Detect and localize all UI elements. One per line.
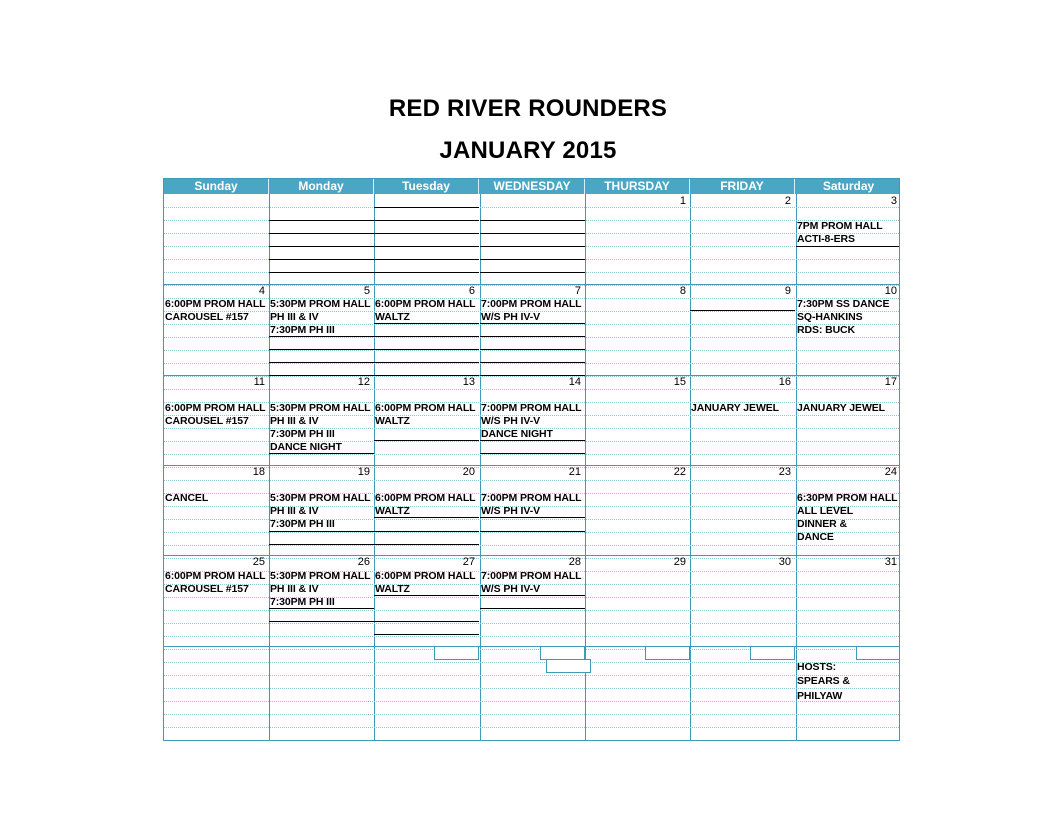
day-number: 21 xyxy=(568,466,581,478)
day-header-row xyxy=(164,179,900,194)
day-number: 23 xyxy=(778,466,791,478)
cell-underline xyxy=(796,246,900,247)
row-line xyxy=(164,688,900,689)
cell-underline xyxy=(374,349,479,350)
row-line xyxy=(164,610,900,611)
cell-underline xyxy=(480,336,585,337)
event-line: WALTZ xyxy=(375,311,410,323)
day-number: 20 xyxy=(462,466,475,478)
event-line: 5:30PM PROM HALL xyxy=(270,402,371,414)
event-line: CAROUSEL #157 xyxy=(165,415,249,427)
cell-underline xyxy=(480,453,585,454)
event-line: PH III & IV xyxy=(270,415,319,427)
day-number: 10 xyxy=(884,285,897,297)
notes-box xyxy=(856,646,900,660)
cell-underline xyxy=(374,362,479,363)
cell-underline xyxy=(480,259,585,260)
day-number: 7 xyxy=(574,285,581,297)
cell-underline xyxy=(374,259,479,260)
header-tuesday: Tuesday xyxy=(374,179,479,194)
day-number: 29 xyxy=(673,556,686,568)
event-line: 6:00PM PROM HALL xyxy=(165,402,266,414)
cell-underline xyxy=(690,310,795,311)
row-line xyxy=(164,623,900,624)
notes-box xyxy=(434,646,479,660)
day-number: 30 xyxy=(778,556,791,568)
day-number: 8 xyxy=(679,285,686,297)
event-line: ACTI-8-ERS xyxy=(797,233,855,245)
event-line: 7:00PM PROM HALL xyxy=(481,492,582,504)
event-line: 6:00PM PROM HALL xyxy=(375,570,476,582)
cell-underline xyxy=(374,272,479,273)
day-number: 17 xyxy=(884,376,897,388)
event-line: 5:30PM PROM HALL xyxy=(270,570,371,582)
hosts-note: PHILYAW xyxy=(797,690,843,702)
notes-box xyxy=(540,646,585,660)
row-line xyxy=(164,454,900,455)
event-line: 6:30PM PROM HALL xyxy=(797,492,898,504)
row-line xyxy=(164,636,900,637)
cell-underline xyxy=(374,336,479,337)
cell-underline xyxy=(374,544,479,545)
day-number: 9 xyxy=(784,285,791,297)
calendar-month: JANUARY 2015 xyxy=(439,137,617,164)
cell-underline xyxy=(269,544,374,545)
event-line: 7:30PM PH III xyxy=(270,596,335,608)
row-line xyxy=(164,207,900,208)
cell-underline xyxy=(480,272,585,273)
row-line xyxy=(164,727,900,728)
hosts-note: SPEARS & xyxy=(797,675,850,687)
cell-underline xyxy=(269,246,374,247)
event-line: CANCEL xyxy=(165,492,209,504)
day-number: 25 xyxy=(252,556,265,568)
row-line xyxy=(164,662,900,663)
day-number: 13 xyxy=(462,376,475,388)
header-monday: Monday xyxy=(269,179,374,194)
event-line: ALL LEVEL xyxy=(797,505,854,517)
event-line: DINNER & xyxy=(797,518,847,530)
cell-underline xyxy=(269,531,374,532)
cell-underline xyxy=(374,621,479,622)
day-number: 28 xyxy=(568,556,581,568)
cell-underline xyxy=(269,349,374,350)
event-line: 7:30PM PH III xyxy=(270,324,335,336)
day-number: 3 xyxy=(890,195,897,207)
cell-underline xyxy=(269,621,374,622)
day-number: 5 xyxy=(363,285,370,297)
event-line: 7:30PM SS DANCE xyxy=(797,298,890,310)
event-line: PH III & IV xyxy=(270,311,319,323)
cell-underline xyxy=(374,531,479,532)
cell-underline xyxy=(480,440,585,441)
day-number: 24 xyxy=(884,466,897,478)
cell-underline xyxy=(374,323,479,324)
event-line: 6:00PM PROM HALL xyxy=(375,298,476,310)
day-number: 26 xyxy=(357,556,370,568)
event-line: DANCE xyxy=(797,531,834,543)
cell-underline xyxy=(374,233,479,234)
event-line: DANCE NIGHT xyxy=(481,428,553,440)
hosts-note: HOSTS: xyxy=(797,661,837,673)
cell-underline xyxy=(374,207,479,208)
cell-underline xyxy=(269,259,374,260)
cell-underline xyxy=(269,453,374,454)
event-line: DANCE NIGHT xyxy=(270,441,342,453)
event-line: WALTZ xyxy=(375,583,410,595)
header-thursday: THURSDAY xyxy=(585,179,690,194)
event-line: CAROUSEL #157 xyxy=(165,311,249,323)
day-number: 1 xyxy=(679,195,686,207)
row-line xyxy=(164,350,900,351)
cell-underline xyxy=(480,349,585,350)
event-line: PH III & IV xyxy=(270,505,319,517)
header-wednesday: WEDNESDAY xyxy=(480,179,585,194)
header-saturday: Saturday xyxy=(822,179,875,193)
cell-underline xyxy=(480,246,585,247)
notes-box xyxy=(546,659,591,673)
day-number: 27 xyxy=(462,556,475,568)
event-line: SQ-HANKINS xyxy=(797,311,863,323)
event-line: 5:30PM PROM HALL xyxy=(270,298,371,310)
cell-underline xyxy=(374,246,479,247)
row-line xyxy=(164,701,900,702)
event-line: 7PM PROM HALL xyxy=(797,220,883,232)
day-number: 4 xyxy=(258,285,265,297)
event-line: 6:00PM PROM HALL xyxy=(165,570,266,582)
event-line: W/S PH IV-V xyxy=(481,505,540,517)
cell-underline xyxy=(480,323,585,324)
day-number: 18 xyxy=(252,466,265,478)
row-line xyxy=(164,337,900,338)
row-line xyxy=(164,389,900,390)
day-number: 14 xyxy=(568,376,581,388)
day-number: 12 xyxy=(357,376,370,388)
event-line: RDS: BUCK xyxy=(797,324,856,336)
day-number: 19 xyxy=(357,466,370,478)
event-line: 5:30PM PROM HALL xyxy=(270,492,371,504)
day-number: 15 xyxy=(673,376,686,388)
row-line xyxy=(164,714,900,715)
cell-underline xyxy=(374,595,479,596)
event-line: 6:00PM PROM HALL xyxy=(375,492,476,504)
cell-underline xyxy=(480,362,585,363)
day-number: 31 xyxy=(884,556,897,568)
row-line xyxy=(164,532,900,533)
calendar-grid xyxy=(163,178,900,741)
cell-underline xyxy=(480,531,585,532)
event-line: 7:30PM PH III xyxy=(270,428,335,440)
event-line: 7:30PM PH III xyxy=(270,518,335,530)
event-line: 6:00PM PROM HALL xyxy=(375,402,476,414)
header-friday: FRIDAY xyxy=(690,179,795,194)
cell-underline xyxy=(374,517,479,518)
event-line: PH III & IV xyxy=(270,583,319,595)
row-line xyxy=(164,545,900,546)
event-line: 7:00PM PROM HALL xyxy=(481,402,582,414)
row-line xyxy=(164,363,900,364)
day-number: 6 xyxy=(468,285,475,297)
calendar-title: RED RIVER ROUNDERS xyxy=(388,95,668,122)
event-line: W/S PH IV-V xyxy=(481,583,540,595)
cell-underline xyxy=(269,233,374,234)
day-number: 22 xyxy=(673,466,686,478)
cell-underline xyxy=(269,272,374,273)
cell-underline xyxy=(269,220,374,221)
cell-underline xyxy=(269,336,374,337)
cell-underline xyxy=(374,440,479,441)
day-number: 16 xyxy=(778,376,791,388)
cell-underline xyxy=(374,220,479,221)
day-number: 2 xyxy=(784,195,791,207)
row-line xyxy=(164,675,900,676)
event-line: 6:00PM PROM HALL xyxy=(165,298,266,310)
event-line: W/S PH IV-V xyxy=(481,415,540,427)
event-line: CAROUSEL #157 xyxy=(165,583,249,595)
event-line: JANUARY JEWEL xyxy=(691,402,779,414)
row-line xyxy=(164,480,900,481)
header-sunday: Sunday xyxy=(164,179,269,194)
cell-underline xyxy=(374,634,479,635)
cell-underline xyxy=(480,220,585,221)
cell-underline xyxy=(269,608,374,609)
event-line: 7:00PM PROM HALL xyxy=(481,570,582,582)
event-line: W/S PH IV-V xyxy=(481,311,540,323)
cell-underline xyxy=(480,608,585,609)
cell-underline xyxy=(269,362,374,363)
cell-underline xyxy=(480,517,585,518)
event-line: WALTZ xyxy=(375,505,410,517)
notes-box xyxy=(645,646,690,660)
cell-underline xyxy=(480,595,585,596)
day-number: 11 xyxy=(253,376,265,388)
event-line: WALTZ xyxy=(375,415,410,427)
event-line: 7:00PM PROM HALL xyxy=(481,298,582,310)
notes-box xyxy=(750,646,795,660)
cell-underline xyxy=(480,233,585,234)
event-line: JANUARY JEWEL xyxy=(797,402,885,414)
